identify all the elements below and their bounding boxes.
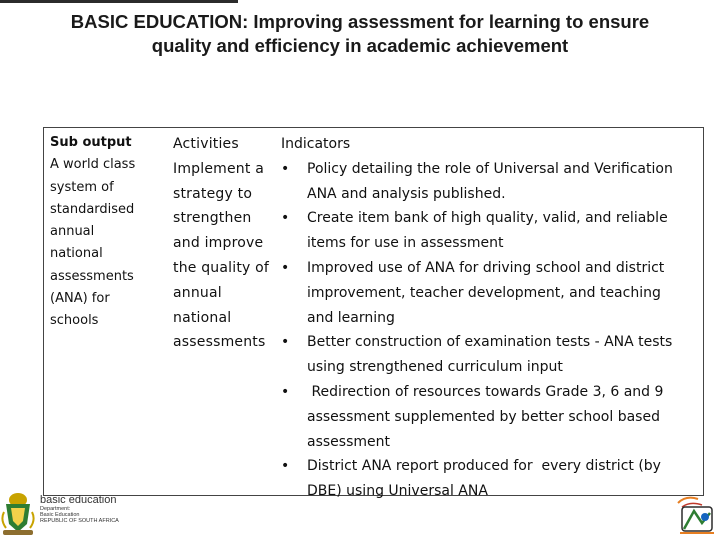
department-logo: [0, 490, 130, 540]
indicators-column: [281, 132, 701, 504]
activity-line: annual: [173, 284, 222, 301]
coat-of-arms-icon: [0, 490, 36, 538]
department-logo-text: [40, 494, 119, 524]
logo-line: Basic Education: [40, 512, 80, 518]
sub-output-line: annual: [50, 224, 95, 240]
indicator-line: Redirection of resources towards Grade 3, 6 and 9: [307, 383, 664, 400]
bullet-icon: •: [281, 383, 290, 400]
activity-line: national: [173, 309, 232, 326]
indicator-item: [281, 157, 701, 207]
activity-line: assessments: [173, 334, 266, 351]
sub-output-line: national: [50, 246, 103, 262]
activity-line: strengthen: [173, 210, 252, 227]
activities-text: [173, 157, 283, 355]
sub-output-line: standardised: [50, 201, 135, 217]
indicator-line: Policy detailing the role of Universal and Verification: [307, 160, 673, 177]
indicator-line: improvement, teacher development, and teaching: [307, 284, 661, 301]
activity-line: strategy to: [173, 185, 253, 202]
sub-output-header: Sub output: [50, 135, 132, 150]
bullet-icon: •: [281, 259, 290, 276]
indicator-line: assessment: [307, 433, 390, 450]
decorative-emblem-icon: [672, 493, 718, 539]
logo-brand: basic education: [40, 494, 117, 506]
indicator-item: [281, 454, 701, 504]
activity-line: and improve: [173, 235, 264, 252]
indicator-item: [281, 330, 701, 380]
top-rule: [0, 0, 238, 3]
indicator-line: Better construction of examination tests - ANA tests: [307, 334, 673, 351]
indicator-item: [281, 206, 701, 256]
indicator-line: Improved use of ANA for driving school and district: [307, 259, 665, 276]
sub-output-line: A world class: [50, 157, 136, 173]
indicator-line: ANA and analysis published.: [307, 185, 506, 202]
activity-line: the quality of: [173, 259, 270, 276]
activity-line: Implement a: [173, 160, 264, 177]
activities-column: [173, 132, 283, 355]
sub-output-line: (ANA) for: [50, 291, 110, 307]
sub-output-line: schools: [50, 313, 99, 329]
indicators-header: Indicators: [281, 136, 351, 152]
indicators-list: [281, 157, 701, 504]
bullet-icon: •: [281, 160, 290, 177]
bullet-icon: •: [281, 458, 290, 475]
logo-line: REPUBLIC OF SOUTH AFRICA: [40, 518, 119, 524]
title-line-1: BASIC EDUCATION: Improving assessment for learning to ensure: [70, 11, 650, 32]
indicator-line: and learning: [307, 309, 395, 326]
activities-header: Activities: [173, 136, 239, 152]
indicator-line: using strengthened curriculum input: [307, 359, 563, 376]
sub-output-text: [50, 154, 168, 332]
bullet-icon: •: [281, 210, 290, 227]
logo-line: Department:: [40, 506, 71, 512]
bullet-icon: •: [281, 334, 290, 351]
indicator-item: [281, 256, 701, 330]
sub-output-column: [50, 132, 168, 333]
indicator-item: [281, 380, 701, 454]
indicator-line: DBE) using Universal ANA: [307, 483, 488, 500]
page-title: [20, 10, 700, 58]
indicator-line: Create item bank of high quality, valid, and reliable: [307, 210, 668, 227]
indicator-line: District ANA report produced for every district (by: [307, 458, 661, 475]
title-line-2: quality and efficiency in academic achievement: [151, 35, 569, 56]
sub-output-line: assessments: [50, 268, 134, 284]
indicator-line: assessment supplemented by better school based: [307, 408, 660, 425]
sub-output-line: system of: [50, 179, 114, 195]
indicator-line: items for use in assessment: [307, 235, 504, 252]
